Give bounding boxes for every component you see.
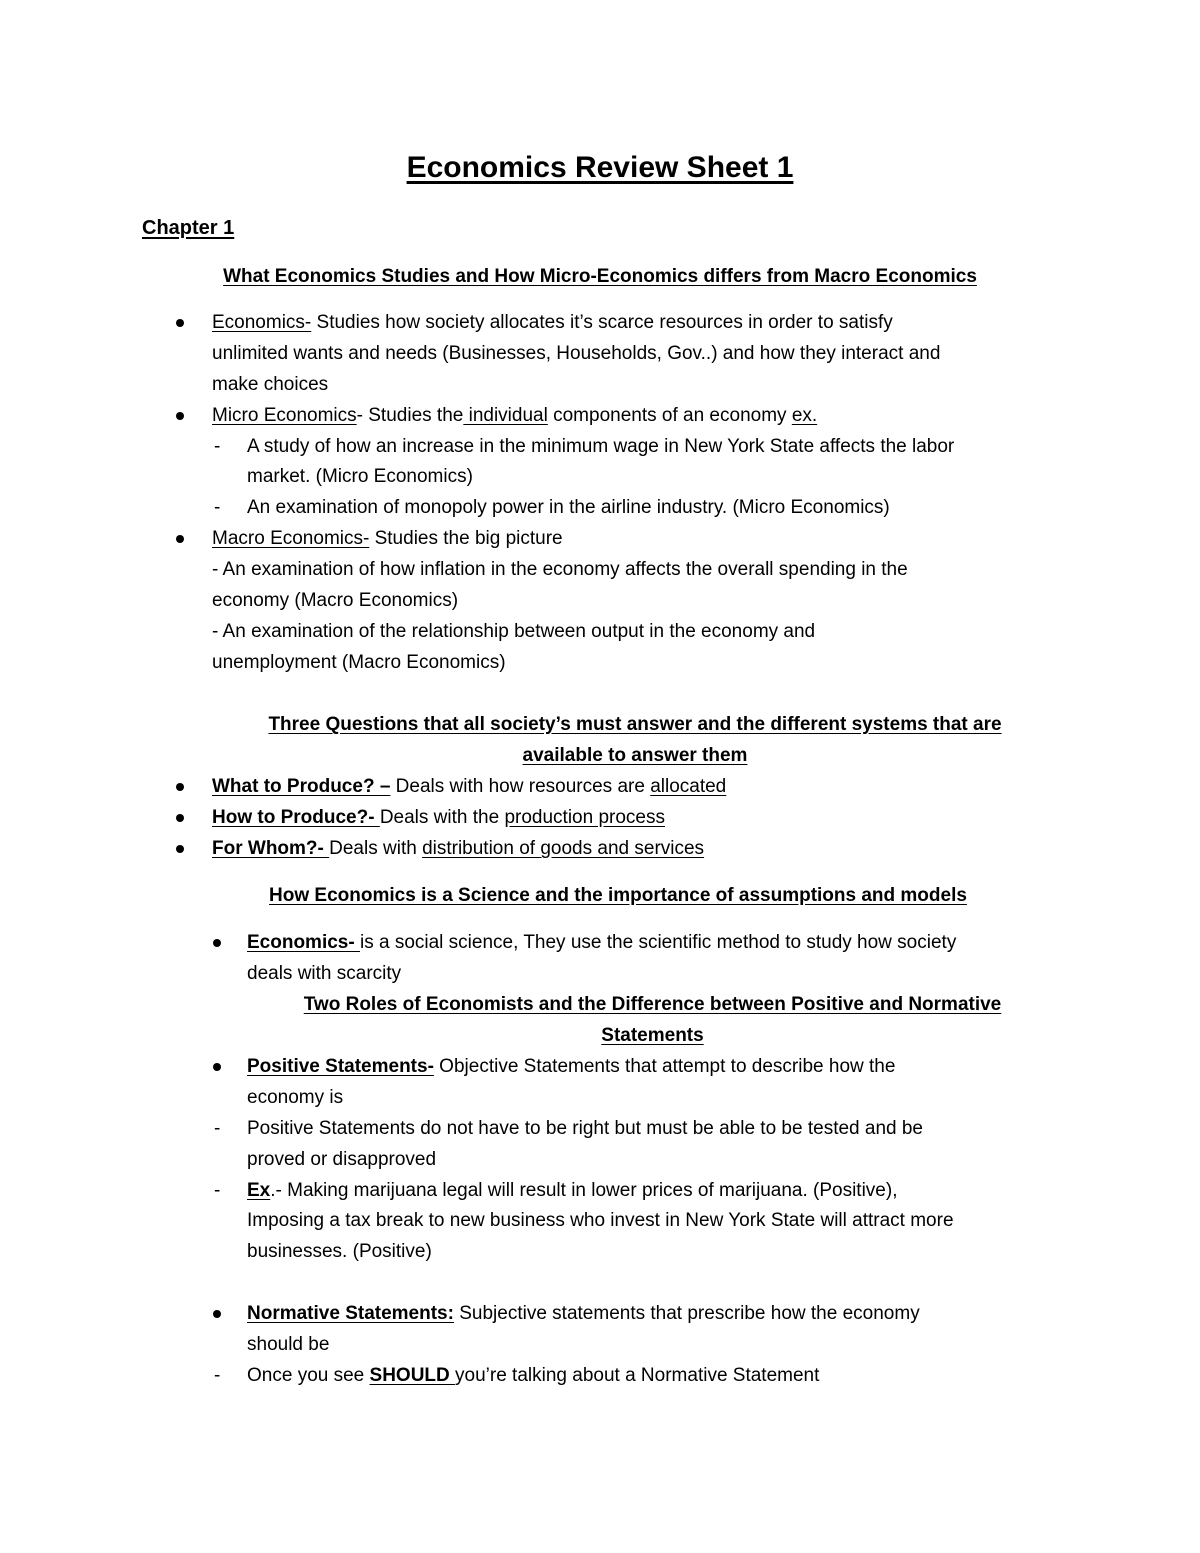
question-what-to-produce: What to Produce? – Deals with how resources are allocated: [212, 776, 727, 797]
macro-example-1: - An examination of how inflation in the economy affects the overall spending in the: [212, 559, 908, 580]
economics-definition: Economics- Studies how society allocates it’s scarce resources in order to satisfy: [212, 312, 893, 333]
dash-marker: -: [214, 1180, 221, 1201]
macro-example-1-line2: economy (Macro Economics): [212, 590, 459, 611]
bullet-icon: [176, 783, 184, 791]
dash-marker: -: [214, 436, 221, 457]
bullet-icon: [176, 535, 184, 543]
section-heading-two-roles-line2: Statements: [601, 1025, 704, 1046]
macro-economics-definition: Macro Economics- Studies the big picture: [212, 528, 563, 549]
positive-statements-note-line2: proved or disapproved: [247, 1149, 437, 1170]
positive-statements-note: Positive Statements do not have to be right but must be able to be tested and be: [247, 1118, 923, 1139]
section-heading-economics-studies: What Economics Studies and How Micro-Economics differs from Macro Economics: [223, 266, 977, 287]
bullet-icon: [213, 939, 221, 947]
chapter-heading: Chapter 1: [142, 217, 235, 239]
section-heading-two-roles: Two Roles of Economists and the Difference between Positive and Normative: [303, 994, 1002, 1015]
positive-statements-example-line2: Imposing a tax break to new business who invest in New York State will attract more: [247, 1210, 954, 1231]
normative-statements-note: Once you see SHOULD you’re talking about a Normative Statement: [247, 1365, 820, 1386]
page-title: Economics Review Sheet 1: [406, 151, 794, 184]
dash-marker: -: [214, 1365, 221, 1386]
economics-term: Economics-: [212, 312, 312, 333]
dash-marker: -: [214, 1118, 221, 1139]
bullet-icon: [213, 1310, 221, 1318]
question-for-whom: For Whom?- Deals with distribution of goods and services: [212, 838, 705, 859]
bullet-icon: [176, 412, 184, 420]
section-heading-three-questions: Three Questions that all society’s must answer and the different systems that are: [268, 714, 1002, 735]
question-how-to-produce: How to Produce?- Deals with the production process: [212, 807, 665, 828]
economics-social-science: Economics- is a social science, They use the scientific method to study how society: [247, 932, 957, 953]
section-heading-three-questions-line2: available to answer them: [522, 745, 748, 766]
macro-economics-term: Macro Economics-: [212, 528, 370, 549]
micro-example-2: An examination of monopoly power in the airline industry. (Micro Economics): [247, 497, 890, 518]
economics-definition-line3: make choices: [212, 374, 329, 395]
macro-example-2: - An examination of the relationship between output in the economy and: [212, 621, 816, 642]
bullet-icon: [213, 1063, 221, 1071]
dash-marker: -: [214, 497, 221, 518]
economics-definition-line2: unlimited wants and needs (Businesses, Households, Gov..) and how they interact and: [212, 343, 941, 364]
positive-statements-example: Ex.- Making marijuana legal will result in lower prices of marijuana. (Positive),: [247, 1180, 898, 1201]
positive-statements-definition: Positive Statements- Objective Statements that attempt to describe how the: [247, 1056, 896, 1077]
normative-statements-definition: Normative Statements: Subjective statements that prescribe how the economy: [247, 1303, 920, 1324]
micro-economics-definition: Micro Economics- Studies the individual components of an economy ex.: [212, 405, 818, 426]
bullet-icon: [176, 845, 184, 853]
positive-statements-example-line3: businesses. (Positive): [247, 1241, 432, 1262]
bullet-icon: [176, 814, 184, 822]
economics-social-science-line2: deals with scarcity: [247, 963, 402, 984]
normative-statements-definition-line2: should be: [247, 1334, 330, 1355]
micro-example-1-line2: market. (Micro Economics): [247, 466, 473, 487]
micro-example-1: A study of how an increase in the minimum wage in New York State affects the labor: [247, 436, 955, 457]
bullet-icon: [176, 319, 184, 327]
section-heading-economics-science: How Economics is a Science and the importance of assumptions and models: [269, 885, 967, 906]
micro-economics-term: Micro Economics: [212, 405, 357, 426]
positive-statements-definition-line2: economy is: [247, 1087, 344, 1108]
macro-example-2-line2: unemployment (Macro Economics): [212, 652, 506, 673]
